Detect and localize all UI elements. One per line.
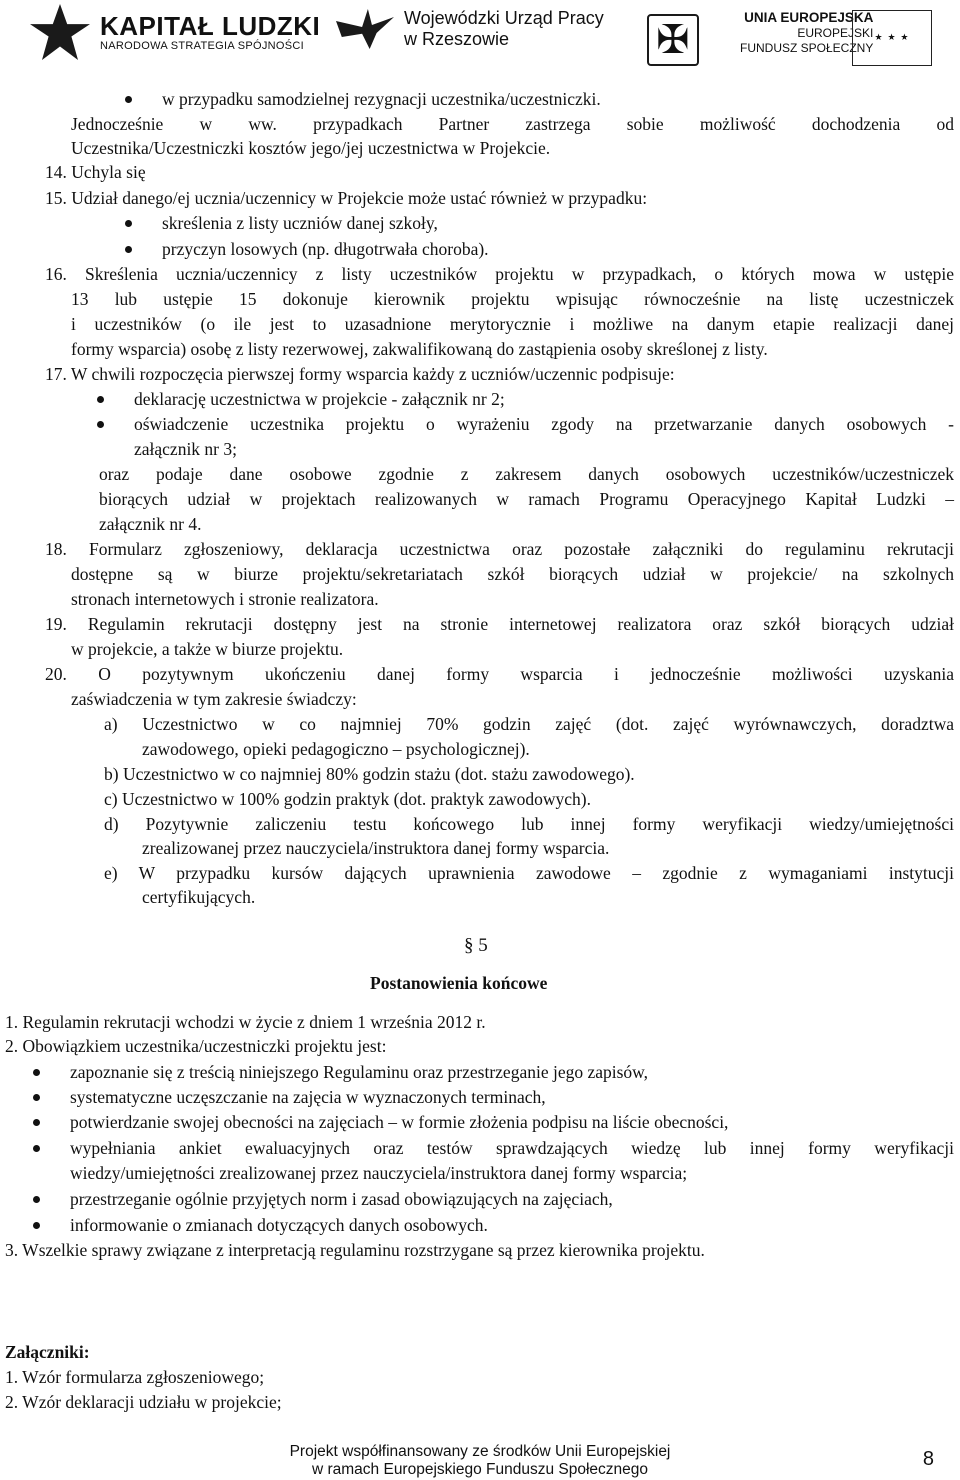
kl-subtitle: NARODOWA STRATEGIA SPÓJNOŚCI [100, 40, 304, 52]
kapital-ludzki-logo [30, 4, 320, 60]
bullet-line: przestrzeganie ogólnie przyjętych norm i zasad obowiązujących na zajęciach, [70, 1189, 613, 1209]
bullet-line: w przypadku samodzielnej rezygnacji uczestnika/uczestniczki. [162, 89, 601, 109]
ue-line3: FUNDUSZ SPOŁECZNY [740, 41, 874, 55]
sub-item: a) Uczestnictwo w co najmniej 70% godzin zajęć (dot. zajęć wyrównawczych, doradztwa [104, 714, 954, 734]
text-line: zawodowego, opieki pedagogiczno – psychologicznej). [142, 739, 530, 759]
bullet-line: zapoznanie się z treścią niniejszego Regulaminu oraz przestrzeganie jego zapisów, [70, 1062, 649, 1082]
page-header [0, 0, 960, 78]
section-title: Postanowienia końcowe [370, 973, 548, 993]
page-number: 8 [922, 1448, 934, 1470]
ue-line1: UNIA EUROPEJSKA [744, 10, 874, 25]
text-line: stronach internetowych i stronie realizatora. [71, 589, 379, 609]
attachment-item: 2. Wzór deklaracji udziału w projekcie; [5, 1392, 282, 1412]
attachments-heading: Załączniki: [5, 1342, 90, 1362]
footer-line1: Projekt współfinansowany ze środków Unii Europejskiej [289, 1443, 671, 1460]
bullet-line: oświadczenie uczestnika projektu o wyrażeniu zgody na przetwarzanie danych osobowych - [134, 414, 954, 434]
star-icon [30, 4, 90, 60]
bullet-line: systematyczne uczęszczanie na zajęcia w wyznaczonych terminach, [70, 1087, 546, 1107]
ue-line2: EUROPEJSKI [797, 26, 874, 40]
bullet-line: potwierdzanie swojej obecności na zajęciach – w formie złożenia podpisu na liście obecności, [70, 1112, 729, 1132]
footer-line2: w ramach Europejskiego Funduszu Społecznego [311, 1461, 649, 1478]
wup-line1: Wojewódzki Urząd Pracy [404, 8, 604, 28]
list-item: 15. Udział danego/ej ucznia/uczennicy w Projekcie może ustać również w przypadku: [45, 188, 648, 208]
text-line: i uczestników (o ile jest to uzasadnione merytorycznie i możliwe na danym etapie realizacji danej [71, 314, 954, 334]
bullet-line: skreślenia z listy uczniów danej szkoły, [162, 213, 438, 233]
text-line: dostępne są w biurze projektu/sekretariatach szkół biorących udział w projekcie/ na szkolnych [71, 564, 954, 584]
list-item: 2. Obowiązkiem uczestnika/uczestniczki projektu jest: [5, 1036, 387, 1056]
bullet-line: przyczyn losowych (np. długotrwała choroba). [162, 239, 489, 259]
sub-item: e) W przypadku kursów dających uprawnienia zawodowe – zgodnie z wymaganiami instytucji [104, 863, 954, 883]
text-line: wiedzy/umiejętności zrealizowanej przez nauczyciela/instruktora danej formy wsparcia; [70, 1163, 688, 1183]
list-item: 16. Skreślenia ucznia/uczennicy z listy uczestników projektu w przypadkach, o których mowa w ustępie [45, 264, 954, 284]
eu-flag-icon: ★ ★ ★ [852, 10, 932, 66]
kl-title: KAPITAŁ LUDZKI [100, 11, 321, 41]
sub-item: c) Uczestnictwo w 100% godzin praktyk (dot. praktyk zawodowych). [104, 789, 591, 809]
text-line: Uczestnika/Uczestniczki kosztów jego/jej uczestnictwa w Projekcie. [71, 138, 551, 158]
list-item: 1. Regulamin rekrutacji wchodzi w życie z dniem 1 września 2012 r. [5, 1012, 486, 1032]
text-line: załącznik nr 3; [134, 439, 238, 459]
list-item: 3. Wszelkie sprawy związane z interpretacją regulaminu rozstrzygane są przez kierownika projektu. [5, 1240, 705, 1260]
text-line: zrealizowanej przez nauczyciela/instruktora danej formy wsparcia. [142, 838, 610, 858]
text-line: 13 lub ustępie 15 dokonuje kierownik projektu wpisując równocześnie na listę uczestniczek [71, 289, 954, 309]
list-item: 18. Formularz zgłoszeniowy, deklaracja uczestnictwa oraz pozostałe załączniki do regulaminu rekrutacji [45, 539, 954, 559]
wup-line2: w Rzeszowie [404, 29, 510, 49]
eagle-icon [336, 9, 394, 49]
text-line: certyfikujących. [142, 887, 256, 907]
sub-item: d) Pozytywnie zaliczeniu testu końcowego lub innej formy weryfikacji wiedzy/umiejętności [104, 814, 954, 834]
text-line: biorących udział w projektach realizowanych w ramach Programu Operacyjnego Kapitał Ludzki – [99, 489, 954, 509]
bullet-line: informowanie o zmianach dotyczących danych osobowych. [70, 1215, 488, 1235]
text-line: załącznik nr 4. [99, 514, 202, 534]
text-line: oraz podaje dane osobowe zgodnie z zakresem danych osobowych uczestników/uczestniczek [99, 464, 954, 484]
list-item: 20. O pozytywnym ukończeniu danej formy wsparcia i jednocześnie możliwości uzyskania [45, 664, 954, 684]
text-line: w projekcie, a także w biurze projektu. [71, 639, 344, 659]
attachment-item: 1. Wzór formularza zgłoszeniowego; [5, 1367, 265, 1387]
list-item: 14. Uchyla się [45, 162, 146, 182]
text-line: zaświadczenia w tym zakresie świadczy: [71, 689, 357, 709]
text-line: Jednocześnie w ww. przypadkach Partner zastrzega sobie możliwość dochodzenia od [71, 114, 954, 134]
section-number: § 5 [464, 935, 488, 956]
sub-item: b) Uczestnictwo w co najmniej 80% godzin stażu (dot. stażu zawodowego). [104, 764, 635, 784]
wup-logo [336, 8, 604, 50]
cross-emblem-icon: ✠ [647, 14, 699, 66]
bullet-line: wypełniania ankiet ewaluacyjnych oraz testów sprawdzających wiedzę lub innej formy weryfikacji [70, 1138, 954, 1158]
text-line: formy wsparcia) osobę z listy rezerwowej, zakwalifikowaną do zastąpienia osoby skreślonej z listy. [71, 339, 768, 359]
bullet-line: deklarację uczestnictwa w projekcie - załącznik nr 2; [134, 389, 505, 409]
list-item: 17. W chwili rozpoczęcia pierwszej formy wsparcia każdy z uczniów/uczennic podpisuje: [45, 364, 675, 384]
list-item: 19. Regulamin rekrutacji dostępny jest na stronie internetowej realizatora oraz szkół biorących udział [45, 614, 954, 634]
